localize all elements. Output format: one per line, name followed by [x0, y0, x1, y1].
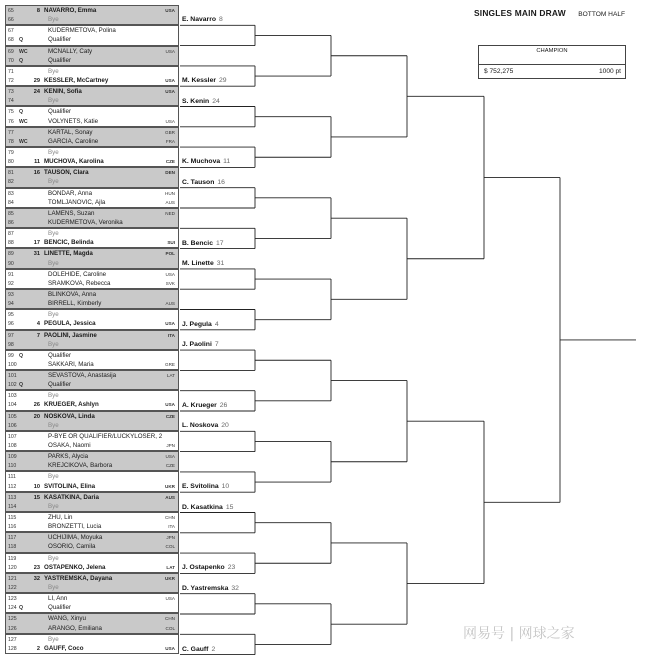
entry-seed: 23: [33, 564, 40, 571]
second-round-player-seed: 23: [227, 564, 236, 572]
entry-status: WC: [19, 118, 28, 125]
entry-player-name: OSAKA, Naomi: [48, 442, 91, 450]
entry-status: WC: [19, 138, 28, 145]
entry-country: USA: [165, 118, 175, 124]
second-round-player-name: C. Tauson: [182, 178, 215, 186]
second-round-player-name: J. Paolini: [182, 341, 212, 349]
entry-number: 126: [8, 625, 17, 632]
second-round-player-seed: 32: [231, 584, 239, 592]
entry-number: 100: [8, 361, 17, 368]
entry-player-name: KARTAL, Sonay: [48, 128, 93, 136]
entry-country: FRA: [165, 138, 175, 144]
entry-number: 71: [8, 68, 14, 75]
entry-player-name: NAVARRO, Emma: [44, 7, 97, 14]
second-round-player-name: C. Gauff: [182, 645, 209, 653]
entry-country: USA: [165, 77, 175, 83]
entry-status: WC: [19, 48, 28, 55]
second-round-player: [182, 483, 229, 490]
entry-number: 96: [8, 321, 14, 328]
entry-country: ITA: [167, 332, 175, 338]
entry-player-name: TOMLJANOVIC, Ajla: [48, 198, 106, 206]
entry-seed: 2: [36, 645, 40, 652]
entry-number: 68: [8, 37, 14, 44]
second-round-player-name: M. Kessler: [182, 77, 217, 85]
second-round-player-name: D. Yastremska: [182, 584, 229, 592]
entry-number: 112: [8, 483, 17, 490]
entry-country: USA: [165, 321, 175, 327]
entry-seed: 15: [33, 494, 40, 501]
entry-player-name: Qualifier: [48, 36, 72, 44]
entry-number: 75: [8, 109, 14, 116]
entry-number: 115: [8, 515, 17, 522]
entry-country: AUS: [165, 494, 175, 500]
entry-number: 82: [8, 179, 14, 186]
entry-player-name: BRONZETTI, Lucia: [48, 523, 102, 531]
entry-player-name: WANG, Xinyu: [48, 615, 86, 623]
entry-number: 108: [8, 443, 17, 450]
entry-player-name: BIRRELL, Kimberly: [48, 300, 102, 308]
entry-seed: 20: [33, 413, 40, 420]
entry-country: USA: [165, 271, 175, 277]
entry-number: 85: [8, 210, 14, 217]
second-round-player: [182, 158, 230, 165]
entry-number: 97: [8, 332, 14, 339]
entry-player-name: Qualifier: [48, 56, 72, 64]
entry-country: GBR: [165, 129, 175, 135]
entry-player-name: MCNALLY, Caty: [48, 47, 93, 55]
second-round-player: [182, 504, 233, 511]
entry-status: Q: [19, 382, 24, 389]
entry-number: 90: [8, 260, 14, 267]
entry-player-name: SVITOLINA, Elina: [44, 482, 96, 490]
entry-country: ITA: [168, 524, 175, 530]
entry-country: USA: [165, 89, 175, 95]
entry-number: 121: [8, 575, 17, 582]
entry-country: AUS: [165, 199, 175, 205]
entry-number: 125: [8, 616, 17, 623]
entry-number: 101: [8, 373, 17, 380]
second-round-player-seed: 16: [217, 178, 225, 186]
entry-player-name: Bye: [48, 554, 59, 562]
entry-player-name: ZHU, Lin: [48, 514, 73, 522]
entry-number: 87: [8, 231, 14, 238]
entry-seed: 10: [33, 483, 40, 490]
entry-player-name: P-BYE OR QUALIFIER/LUCKYLOSER, 2: [48, 432, 163, 440]
entry-number: 76: [8, 118, 14, 125]
entry-player-name: Bye: [48, 178, 59, 186]
second-round-player-seed: 20: [221, 422, 229, 430]
entry-number: 66: [8, 17, 14, 24]
entry-number: 124: [8, 605, 17, 612]
entry-number: 98: [8, 341, 14, 348]
entry-player-name: Bye: [48, 392, 59, 400]
entry-seed: 26: [33, 402, 40, 409]
entry-number: 94: [8, 301, 14, 308]
entry-player-name: PEGULA, Jessica: [44, 320, 96, 328]
entry-player-name: Bye: [48, 584, 59, 592]
entry-seed: 8: [36, 8, 40, 14]
entry-status: Q: [19, 37, 24, 44]
entry-player-name: VOLYNETS, Katie: [48, 117, 99, 125]
entry-player-name: KASATKINA, Daria: [44, 493, 99, 501]
entry-country: CZE: [165, 413, 175, 419]
entry-country: USA: [165, 454, 175, 460]
entry-country: POL: [165, 251, 175, 257]
entry-player-name: Qualifier: [48, 351, 72, 359]
second-round-player-name: B. Bencic: [182, 239, 213, 247]
champion-label: CHAMPION: [536, 48, 568, 54]
entry-player-name: Bye: [48, 340, 59, 348]
entry-seed: 4: [36, 321, 40, 328]
entry-country: UKR: [165, 575, 175, 581]
second-round-player-seed: 2: [211, 645, 216, 653]
entry-number: 69: [8, 48, 14, 55]
entry-country: JPN: [166, 443, 175, 449]
entry-country: SUI: [167, 240, 175, 246]
second-round-player: [182, 402, 227, 409]
second-round-player-name: S. Kenin: [182, 97, 210, 105]
entry-country: DEN: [165, 170, 175, 176]
entry-number: 80: [8, 159, 14, 166]
entry-number: 118: [8, 544, 17, 551]
entry-country: USA: [165, 596, 175, 602]
entry-number: 73: [8, 89, 14, 96]
entry-number: 77: [8, 129, 14, 136]
entry-country: COL: [165, 544, 175, 550]
entry-seed: 24: [33, 89, 40, 96]
entry-player-name: GAUFF, Coco: [44, 644, 84, 652]
entry-player-name: Bye: [48, 311, 59, 319]
entry-player-name: LI, Ann: [48, 595, 68, 603]
entry-player-name: KENIN, Sofia: [44, 88, 82, 96]
second-round-player-name: K. Muchova: [182, 158, 221, 166]
second-round-player-name: A. Krueger: [182, 402, 217, 409]
entry-player-name: SEVASTOVA, Anastasija: [48, 372, 117, 380]
champion-prize: $ 752,275: [484, 68, 514, 75]
entry-player-name: Bye: [48, 16, 59, 24]
entry-country: SVK: [165, 280, 175, 286]
entry-player-name: Qualifier: [48, 381, 72, 389]
second-round-player: [182, 422, 229, 429]
entry-seed: 32: [33, 575, 40, 582]
second-round-player: [182, 98, 220, 105]
entry-number: 104: [8, 402, 17, 409]
entry-country: GRE: [165, 361, 175, 367]
entry-country: USA: [165, 8, 175, 13]
entry-player-name: ARANGO, Emiliana: [48, 624, 102, 632]
draw-subtitle: BOTTOM HALF: [578, 11, 626, 18]
entry-country: JPN: [166, 535, 175, 541]
entry-player-name: Bye: [48, 635, 59, 643]
second-round-player: [182, 77, 227, 84]
second-round-player-seed: 26: [219, 402, 228, 409]
entry-number: 74: [8, 98, 14, 105]
entry-number: 84: [8, 199, 14, 206]
entry-number: 79: [8, 149, 14, 156]
entry-player-name: DOLEHIDE, Caroline: [48, 270, 107, 278]
second-round-player-name: M. Linette: [182, 259, 214, 267]
entry-seed: 17: [33, 240, 40, 247]
entry-seed: 29: [33, 77, 40, 84]
second-round-player: [182, 341, 219, 348]
second-round-player-seed: 8: [219, 16, 223, 24]
entry-country: LAT: [166, 373, 175, 379]
entry-player-name: SAKKARI, Maria: [48, 360, 94, 368]
entry-player-name: PAOLINI, Jasmine: [44, 331, 97, 339]
entry-number: 117: [8, 535, 17, 542]
entry-player-name: Bye: [48, 502, 59, 510]
entry-number: 111: [8, 474, 16, 481]
entry-number: 110: [8, 463, 17, 470]
entry-player-name: KESSLER, McCartney: [44, 76, 109, 84]
entry-player-name: MUCHOVA, Karolina: [44, 158, 104, 166]
entry-player-name: KUDERMETOVA, Polina: [48, 27, 116, 35]
entry-player-name: YASTREMSKA, Dayana: [44, 574, 113, 582]
entry-player-name: Bye: [48, 148, 59, 156]
entry-number: 83: [8, 190, 14, 197]
entry-number: 113: [8, 494, 17, 501]
entry-player-name: BONDAR, Anna: [48, 189, 93, 197]
entry-player-name: Bye: [48, 230, 59, 238]
entry-country: CZE: [165, 159, 175, 165]
entry-number: 119: [8, 555, 17, 562]
entry-player-name: Qualifier: [48, 604, 72, 612]
second-round-player-name: J. Pegula: [182, 320, 212, 328]
entry-seed: 31: [33, 251, 40, 258]
entry-player-name: BENCIC, Belinda: [44, 239, 94, 247]
entry-country: AUS: [165, 301, 175, 307]
entry-player-name: UCHIJIMA, Moyuka: [48, 534, 103, 542]
entry-country: UKR: [165, 483, 175, 489]
entry-player-name: LINETTE, Magda: [44, 250, 93, 258]
watermark: 网易号 | 网球之家: [463, 626, 575, 642]
second-round-player: [182, 16, 223, 23]
entry-country: NED: [165, 210, 175, 216]
second-round-player-name: L. Noskova: [182, 422, 219, 430]
entry-number: 72: [8, 77, 14, 84]
second-round-player: [182, 179, 225, 186]
entry-player-name: Bye: [48, 67, 59, 75]
second-round-player: [182, 564, 235, 571]
entry-player-name: SRAMKOVA, Rebecca: [48, 279, 111, 287]
entry-number: 88: [8, 240, 14, 247]
second-round-player-seed: 29: [219, 77, 227, 85]
entry-player-name: Bye: [48, 97, 59, 105]
entry-country: CHN: [165, 616, 175, 622]
entry-number: 114: [8, 503, 17, 510]
entry-status: Q: [19, 109, 24, 116]
second-round-player-seed: 11: [223, 158, 231, 166]
entry-number: 123: [8, 596, 17, 603]
draw-title: SINGLES MAIN DRAW: [474, 8, 566, 18]
second-round-player-name: E. Svitolina: [182, 483, 219, 491]
entry-player-name: TAUSON, Clara: [44, 169, 89, 177]
entry-number: 81: [8, 170, 14, 177]
entry-number: 93: [8, 291, 14, 298]
second-round-player: [182, 240, 224, 247]
entry-player-name: Bye: [48, 473, 59, 481]
entry-number: 106: [8, 422, 17, 429]
entry-player-name: LAMENS, Suzan: [48, 209, 95, 217]
second-round-player-seed: 31: [216, 259, 225, 267]
entry-country: USA: [165, 645, 175, 651]
entry-number: 127: [8, 636, 17, 643]
second-round-player-seed: 4: [214, 320, 219, 328]
entry-number: 92: [8, 280, 14, 287]
entry-number: 89: [8, 251, 14, 258]
entry-seed: 7: [36, 332, 40, 339]
entry-number: 128: [8, 645, 17, 652]
entry-number: 116: [8, 524, 17, 531]
second-round-player-seed: 15: [225, 503, 234, 511]
entry-country: CHN: [165, 515, 175, 521]
entry-status: Q: [19, 57, 24, 64]
entry-country: COL: [165, 625, 175, 631]
entry-number: 103: [8, 393, 17, 400]
entry-player-name: OSTAPENKO, Jelena: [44, 563, 106, 571]
second-round-player-seed: 24: [212, 97, 220, 105]
entry-number: 102: [8, 382, 17, 389]
champion-points: 1000 pt: [599, 68, 621, 75]
entry-player-name: Bye: [48, 259, 59, 267]
entry-player-name: KUDERMETOVA, Veronika: [48, 218, 123, 226]
second-round-player: [182, 260, 224, 267]
entry-number: 67: [8, 28, 14, 35]
entry-country: USA: [165, 48, 175, 54]
second-round-player-seed: 7: [214, 341, 219, 349]
entry-player-name: Qualifier: [48, 108, 72, 116]
entry-player-name: PARKS, Alycia: [48, 453, 89, 461]
entry-country: HUN: [165, 190, 175, 196]
entry-seed: 16: [33, 170, 40, 177]
entry-country: CZE: [165, 463, 175, 469]
second-round-player-seed: 17: [215, 239, 224, 247]
entry-country: LAT: [166, 564, 175, 570]
second-round-player-name: J. Ostapenko: [182, 564, 225, 572]
entry-number: 99: [8, 352, 14, 359]
entry-player-name: NOSKOVA, Linda: [44, 412, 95, 420]
entry-player-name: BLINKOVA, Anna: [48, 290, 97, 298]
entry-number: 70: [8, 57, 14, 64]
entry-number: 91: [8, 271, 14, 278]
entry-number: 105: [8, 413, 17, 420]
entry-number: 109: [8, 454, 17, 461]
second-round-player: [182, 321, 219, 328]
entry-player-name: GARCIA, Caroline: [48, 137, 99, 145]
second-round-player: [182, 585, 239, 592]
entry-country: USA: [165, 402, 175, 408]
entry-number: 122: [8, 585, 17, 592]
entry-status: Q: [19, 605, 24, 612]
second-round-player-name: E. Navarro: [182, 16, 217, 24]
entry-number: 86: [8, 219, 14, 226]
second-round-player-seed: 10: [221, 483, 230, 491]
entry-player-name: Bye: [48, 421, 59, 429]
second-round-player: [182, 646, 215, 653]
entry-number: 65: [8, 8, 14, 14]
entry-number: 95: [8, 312, 14, 319]
entry-number: 120: [8, 564, 17, 571]
entry-player-name: KRUEGER, Ashlyn: [44, 401, 99, 409]
entry-number: 107: [8, 433, 17, 440]
entry-player-name: KREJCIKOVA, Barbora: [48, 462, 113, 470]
entry-seed: 11: [34, 159, 40, 166]
entry-number: 78: [8, 138, 14, 145]
entry-status: Q: [19, 352, 24, 359]
entry-player-name: OSORIO, Camila: [48, 543, 96, 551]
second-round-player-name: D. Kasatkina: [182, 503, 223, 511]
